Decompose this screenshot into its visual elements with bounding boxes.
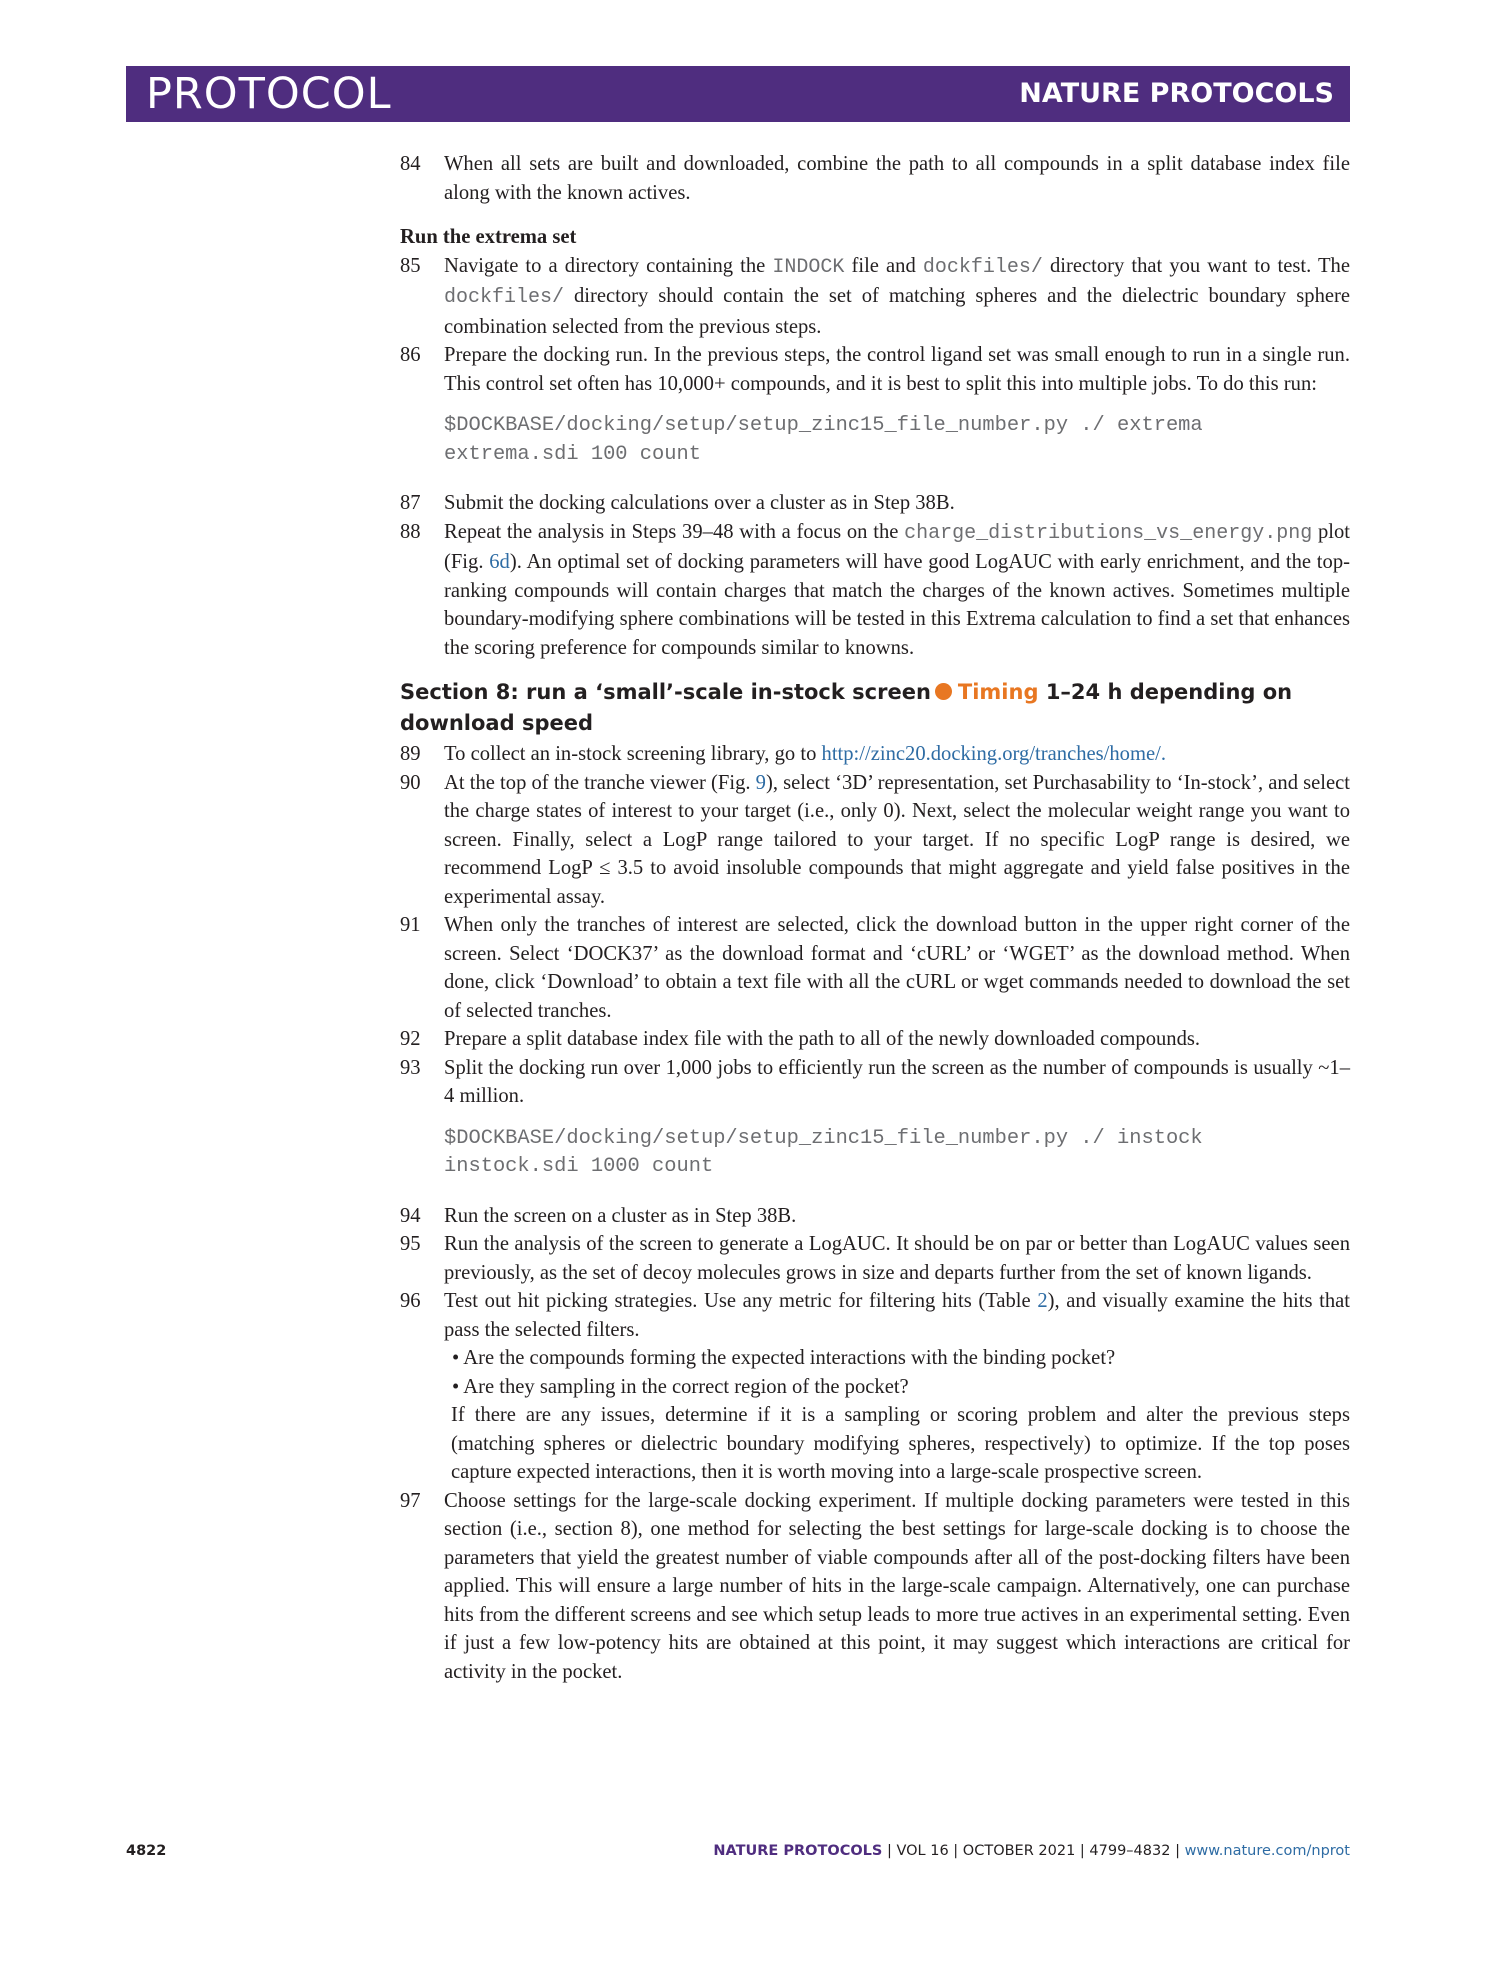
bullet-item: • Are the compounds forming the expected interactions with the binding pocket?	[452, 1344, 1350, 1373]
footer-url[interactable]: www.nature.com/nprot	[1184, 1843, 1350, 1859]
step-text: When only the tranches of interest are selected, click the download button in the upper right corner of the screen. Select ‘DOCK37’ as the download format and ‘cURL’ or ‘WGET’ as the download method. When done, click ‘Download’ to obtain a text file with all the cURL or wget commands needed to download the set of selected tranches.	[444, 914, 1350, 1022]
footer-volume: | VOL 16 | OCTOBER 2021 | 4799–4832 |	[882, 1843, 1185, 1859]
code-line: $DOCKBASE/docking/setup/setup_zinc15_file_number.py ./ extrema	[444, 414, 1203, 437]
step-text: At the top of the tranche viewer (Fig.	[444, 771, 756, 794]
page-footer	[126, 1843, 1350, 1867]
step-93	[400, 1054, 1350, 1111]
step-94	[400, 1202, 1350, 1231]
step-text: directory should contain the set of matching spheres and the dielectric boundary sphere combination selected from the previous steps.	[444, 285, 1350, 338]
section-title: Section 8: run a ‘small’-scale in-stock screen	[400, 680, 931, 704]
step-number: 92	[400, 1028, 421, 1050]
bullet-item: • Are they sampling in the correct region of the pocket?	[452, 1373, 1350, 1402]
step-number: 84	[400, 153, 421, 175]
inline-code: INDOCK	[772, 255, 845, 279]
step-text: Test out hit picking strategies. Use any metric for filtering hits (Table	[444, 1290, 1038, 1312]
inline-code: charge_distributions_vs_energy.png	[904, 521, 1313, 545]
step-text: directory that you want to test. The	[1042, 254, 1350, 277]
step-text: ). An optimal set of docking parameters will have good LogAUC with early enrichment, and the top-ranking compounds will contain charges that match the charges of the known actives. Sometimes multiple boundary-modifying sphere combinations will be tested in this Extrema calculation to find a set that enhances the scoring preference for compounds similar to knowns.	[444, 551, 1350, 659]
code-line: $DOCKBASE/docking/setup/setup_zinc15_file_number.py ./ instock	[444, 1126, 1203, 1150]
step-85	[400, 252, 1350, 342]
header-section-label: PROTOCOL	[146, 69, 392, 119]
section-8-heading	[400, 677, 1350, 739]
step-88	[400, 518, 1350, 663]
step-91	[400, 911, 1350, 1025]
code-line: instock.sdi 1000 count	[444, 1155, 714, 1178]
step-text: Split the docking run over 1,000 jobs to efficiently run the screen as the number of compounds is usually ~1–4 million.	[444, 1056, 1350, 1107]
inline-code: dockfiles/	[922, 255, 1043, 279]
step-number: 87	[400, 492, 421, 514]
step-text: To collect an in-stock screening library, go to	[444, 743, 822, 765]
step-text: Navigate to a directory containing the	[444, 254, 773, 277]
page-number: 4822	[126, 1843, 167, 1859]
code-block-instock	[444, 1125, 1350, 1182]
step-90	[400, 769, 1350, 912]
header-banner	[126, 66, 1350, 122]
zinc-link[interactable]: http://zinc20.docking.org/tranches/home/.	[821, 743, 1167, 765]
step-92	[400, 1025, 1350, 1054]
code-line: extrema.sdi 100 count	[444, 442, 701, 466]
step-text: Choose settings for the large-scale docking experiment. If multiple docking parameters were tested in this section (i.e., section 8), one method for selecting the best settings for large-scale docking is to choose the parameters that yield the greatest number of viable compounds after all of the post-docking filters have been applied. This will ensure a large number of hits in the large-scale campaign. Alternatively, one can purchase hits from the different screens and see which setup leads to more true actives in an experimental setting. Even if just a few low-potency hits are obtained at this point, it may suggest which interactions are critical for activity in the pocket.	[444, 1489, 1350, 1683]
step-96	[400, 1287, 1350, 1487]
step-number: 97	[400, 1489, 421, 1512]
subheading-extrema: Run the extrema set	[400, 226, 577, 248]
step-87	[400, 489, 1350, 518]
timing-value: 1–24 h depending on download speed	[400, 680, 1293, 735]
footer-journal: NATURE PROTOCOLS	[713, 1843, 883, 1859]
step-text: If there are any issues, determine if it is a sampling or scoring problem and alter the previous steps (matching spheres or dielectric boundary modifying spheres, respectively) to optimize. If the top poses capture expected interactions, then it is worth moving into a large-scale prospective screen.	[451, 1404, 1350, 1483]
step-text: When all sets are built and downloaded, combine the path to all compounds in a split database index file along with the known actives.	[444, 153, 1350, 204]
step-97	[400, 1487, 1350, 1687]
step-number: 85	[400, 254, 421, 277]
step-number: 91	[400, 914, 421, 936]
step-number: 96	[400, 1290, 421, 1312]
citation	[713, 1843, 1350, 1859]
step-text: file and	[844, 254, 923, 277]
table-link[interactable]: 2	[1037, 1290, 1048, 1312]
bullet-list	[444, 1344, 1350, 1401]
step-number: 88	[400, 520, 421, 543]
step-number: 86	[400, 344, 421, 366]
step-text: plot (Fig.	[444, 520, 1351, 573]
step-text: Repeat the analysis in Steps 39–48 with a focus on the	[444, 520, 905, 543]
header-journal-name: NATURE PROTOCOLS	[1019, 78, 1334, 109]
step-number: 95	[400, 1233, 421, 1255]
step-text: Run the analysis of the screen to generate a LogAUC. It should be on par or better than LogAUC values seen previously, as the set of decoy molecules grows in size and departs further from the set of known ligands.	[444, 1233, 1350, 1284]
step-text: Run the screen on a cluster as in Step 38B.	[444, 1204, 797, 1227]
code-block-extrema	[444, 412, 1350, 469]
step-number: 90	[400, 771, 421, 794]
step-text: ), and visually examine the hits that pass the selected filters.	[444, 1290, 1350, 1341]
figure-link[interactable]: 9	[755, 771, 766, 794]
step-number: 93	[400, 1056, 421, 1079]
step-number: 94	[400, 1204, 421, 1227]
step-86	[400, 341, 1350, 398]
step-84	[400, 150, 1350, 207]
step-text: ), select ‘3D’ representation, set Purchasability to ‘In-stock’, and select the charge states of interest to your target (i.e., only 0). Next, select the molecular weight range you want to screen. Finally, select a LogP range tailored to your target. If no specific LogP range is desired, we recommend LogP ≤ 3.5 to avoid insoluble compounds that might aggregate and yield false positives in the experimental assay.	[444, 771, 1351, 908]
timing-label: Timing	[957, 680, 1039, 704]
main-content	[400, 150, 1350, 1686]
figure-link[interactable]: 6d	[489, 551, 510, 573]
step-89	[400, 740, 1350, 769]
timing-dot-icon	[935, 683, 952, 700]
step-95	[400, 1230, 1350, 1287]
step-text: Submit the docking calculations over a cluster as in Step 38B.	[444, 492, 955, 514]
step-text: Prepare a split database index file with the path to all of the newly downloaded compounds.	[444, 1028, 1201, 1050]
step-text: Prepare the docking run. In the previous steps, the control ligand set was small enough to run in a single run. This control set often has 10,000+ compounds, and it is best to split this into multiple jobs. To do this run:	[444, 344, 1350, 395]
step-number: 89	[400, 743, 421, 765]
inline-code: dockfiles/	[444, 286, 565, 309]
